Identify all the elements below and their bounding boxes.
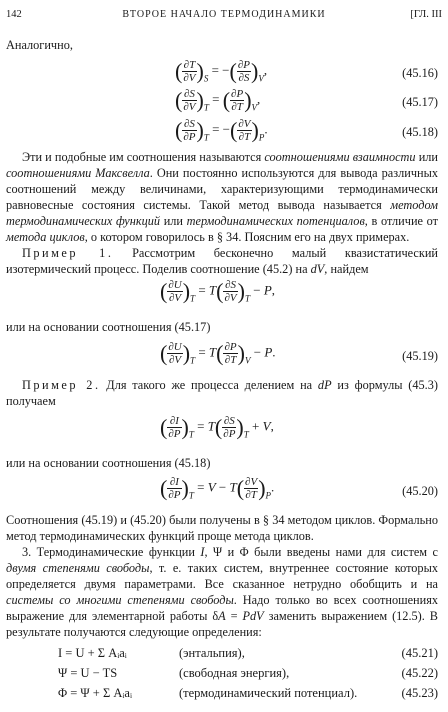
- paragraph: Соотношения (45.19) и (45.20) были получены в § 34 методом циклов. Формально метод термодинамических функций проще метода циклов.: [6, 513, 438, 543]
- equation-number: (45.23): [401, 686, 438, 700]
- equation-number: (45.16): [402, 66, 438, 80]
- equation-number: (45.18): [402, 125, 438, 139]
- equation-45-17-formula: ( $\frac{\partial S}{\partial V}$ )$_T$ = ( $\frac{\partial P}{\partial T}$ )$_V$,: [175, 87, 261, 113]
- definition-row: [6, 646, 438, 664]
- paragraph: Пример 2. Для такого же процесса делением на dP из формулы (45.3) получаем: [6, 378, 438, 408]
- equation-45-20: [0, 474, 448, 508]
- equation-number: (45.20): [402, 484, 438, 498]
- definition-name: (термодинамический потенциал).: [179, 686, 358, 700]
- equation-number: (45.19): [402, 349, 438, 363]
- running-title: ВТОРОЕ НАЧАЛО ТЕРМОДИНАМИКИ: [122, 9, 326, 20]
- equation-45-16: [0, 57, 448, 89]
- or-based-line-2: [6, 456, 438, 472]
- intro-line: [6, 38, 438, 54]
- equation-45-18: [0, 116, 448, 148]
- equation-unnumbered-2: [0, 413, 448, 447]
- equation-number: (45.21): [401, 646, 438, 660]
- equation-45-17: [0, 86, 448, 118]
- text-line: или на основании соотношения (45.18): [6, 456, 211, 470]
- definitions-list: [6, 646, 438, 710]
- example-label: Пример 2.: [22, 378, 101, 392]
- definition-formula: Φ = Ψ + Σ Aᵢaᵢ: [58, 686, 133, 700]
- equation-formula: ( $\frac{\partial U}{\partial V}$ )$_T = T$( $\frac{\partial S}{\partial V}$ )$_T - P$,: [160, 278, 276, 304]
- page-number: 142: [6, 9, 22, 20]
- definition-row: [6, 686, 438, 704]
- chapter-label: [ГЛ. III: [410, 9, 442, 20]
- equation-number: (45.22): [401, 666, 438, 680]
- equation-45-20-formula: ( $\frac{\partial I}{\partial P}$ )$_T = V - T$( $\frac{\partial V}{\partial T}$ )$_P$.: [160, 475, 275, 501]
- equation-formula: ( $\frac{\partial I}{\partial P}$ )$_T = T$( $\frac{\partial S}{\partial P}$ )$_T + V$,: [160, 414, 274, 440]
- maxwell-paragraph: [6, 150, 438, 245]
- equation-number: (45.17): [402, 95, 438, 109]
- intro-text: Аналогично,: [6, 38, 73, 52]
- equation-45-19: [0, 339, 448, 373]
- section-3-paragraph: [6, 545, 438, 640]
- definition-name: (свободная энергия),: [179, 666, 290, 680]
- equation-45-18-formula: ( $\frac{\partial S}{\partial P}$ )$_T$ = −( $\frac{\partial V}{\partial T}$ )$_P$.: [175, 117, 268, 143]
- definition-row: [6, 666, 438, 684]
- equation-unnumbered: [0, 277, 448, 311]
- conclusion-paragraph: [6, 513, 438, 545]
- paragraph: Пример 1. Рассмотрим бесконечно малый квазистатический изотермический процесс. Поделив соотношение (45.2) на dV, найдем: [6, 246, 438, 276]
- paragraph: 3. Термодинамические функции I, Ψ и Φ были введены нами для систем с двумя степенями свободы, т. е. таких систем, внутреннее состояние которых определяется двумя параметрами. Все сказанное нетрудно обобщить и на системы со многими степенями свободы. Надо только во всех соотношениях выражение для элементарной работы δA = PdV заменить выражением (12.5). В результате получаются следующие определения:: [6, 545, 439, 639]
- running-header: [6, 9, 442, 27]
- example-2-paragraph: [6, 378, 438, 410]
- equation-45-19-formula: ( $\frac{\partial U}{\partial V}$ )$_T = T$( $\frac{\partial P}{\partial T}$ )$_V - P$.: [160, 340, 276, 366]
- text-line: или на основании соотношения (45.17): [6, 320, 211, 334]
- definition-formula: Ψ = U − TS: [58, 666, 118, 680]
- equation-45-16-formula: ( $\frac{\partial T}{\partial V}$ )$_S$ = −( $\frac{\partial P}{\partial S}$ )$_V$,: [175, 58, 268, 84]
- paragraph: Эти и подобные им соотношения называются соотношениями взаимности или соотношениями Максвелла. Они постоянно используются для вывода различных соотношений между величинами, характеризующими термодинамически равновесные состояния системы. Такой метод вывода называется методом термодинамических функций или термодинамических потенциалов, в отличие от метода циклов, о котором говорилось в § 34. Поясним его на двух примерах.: [6, 150, 438, 244]
- or-based-line-1: [6, 320, 438, 336]
- definition-name: (энтальпия),: [179, 646, 245, 660]
- definition-formula: I = U + Σ Aᵢaᵢ: [58, 646, 127, 660]
- example-label: Пример 1.: [22, 246, 114, 260]
- example-1-paragraph: [6, 246, 438, 278]
